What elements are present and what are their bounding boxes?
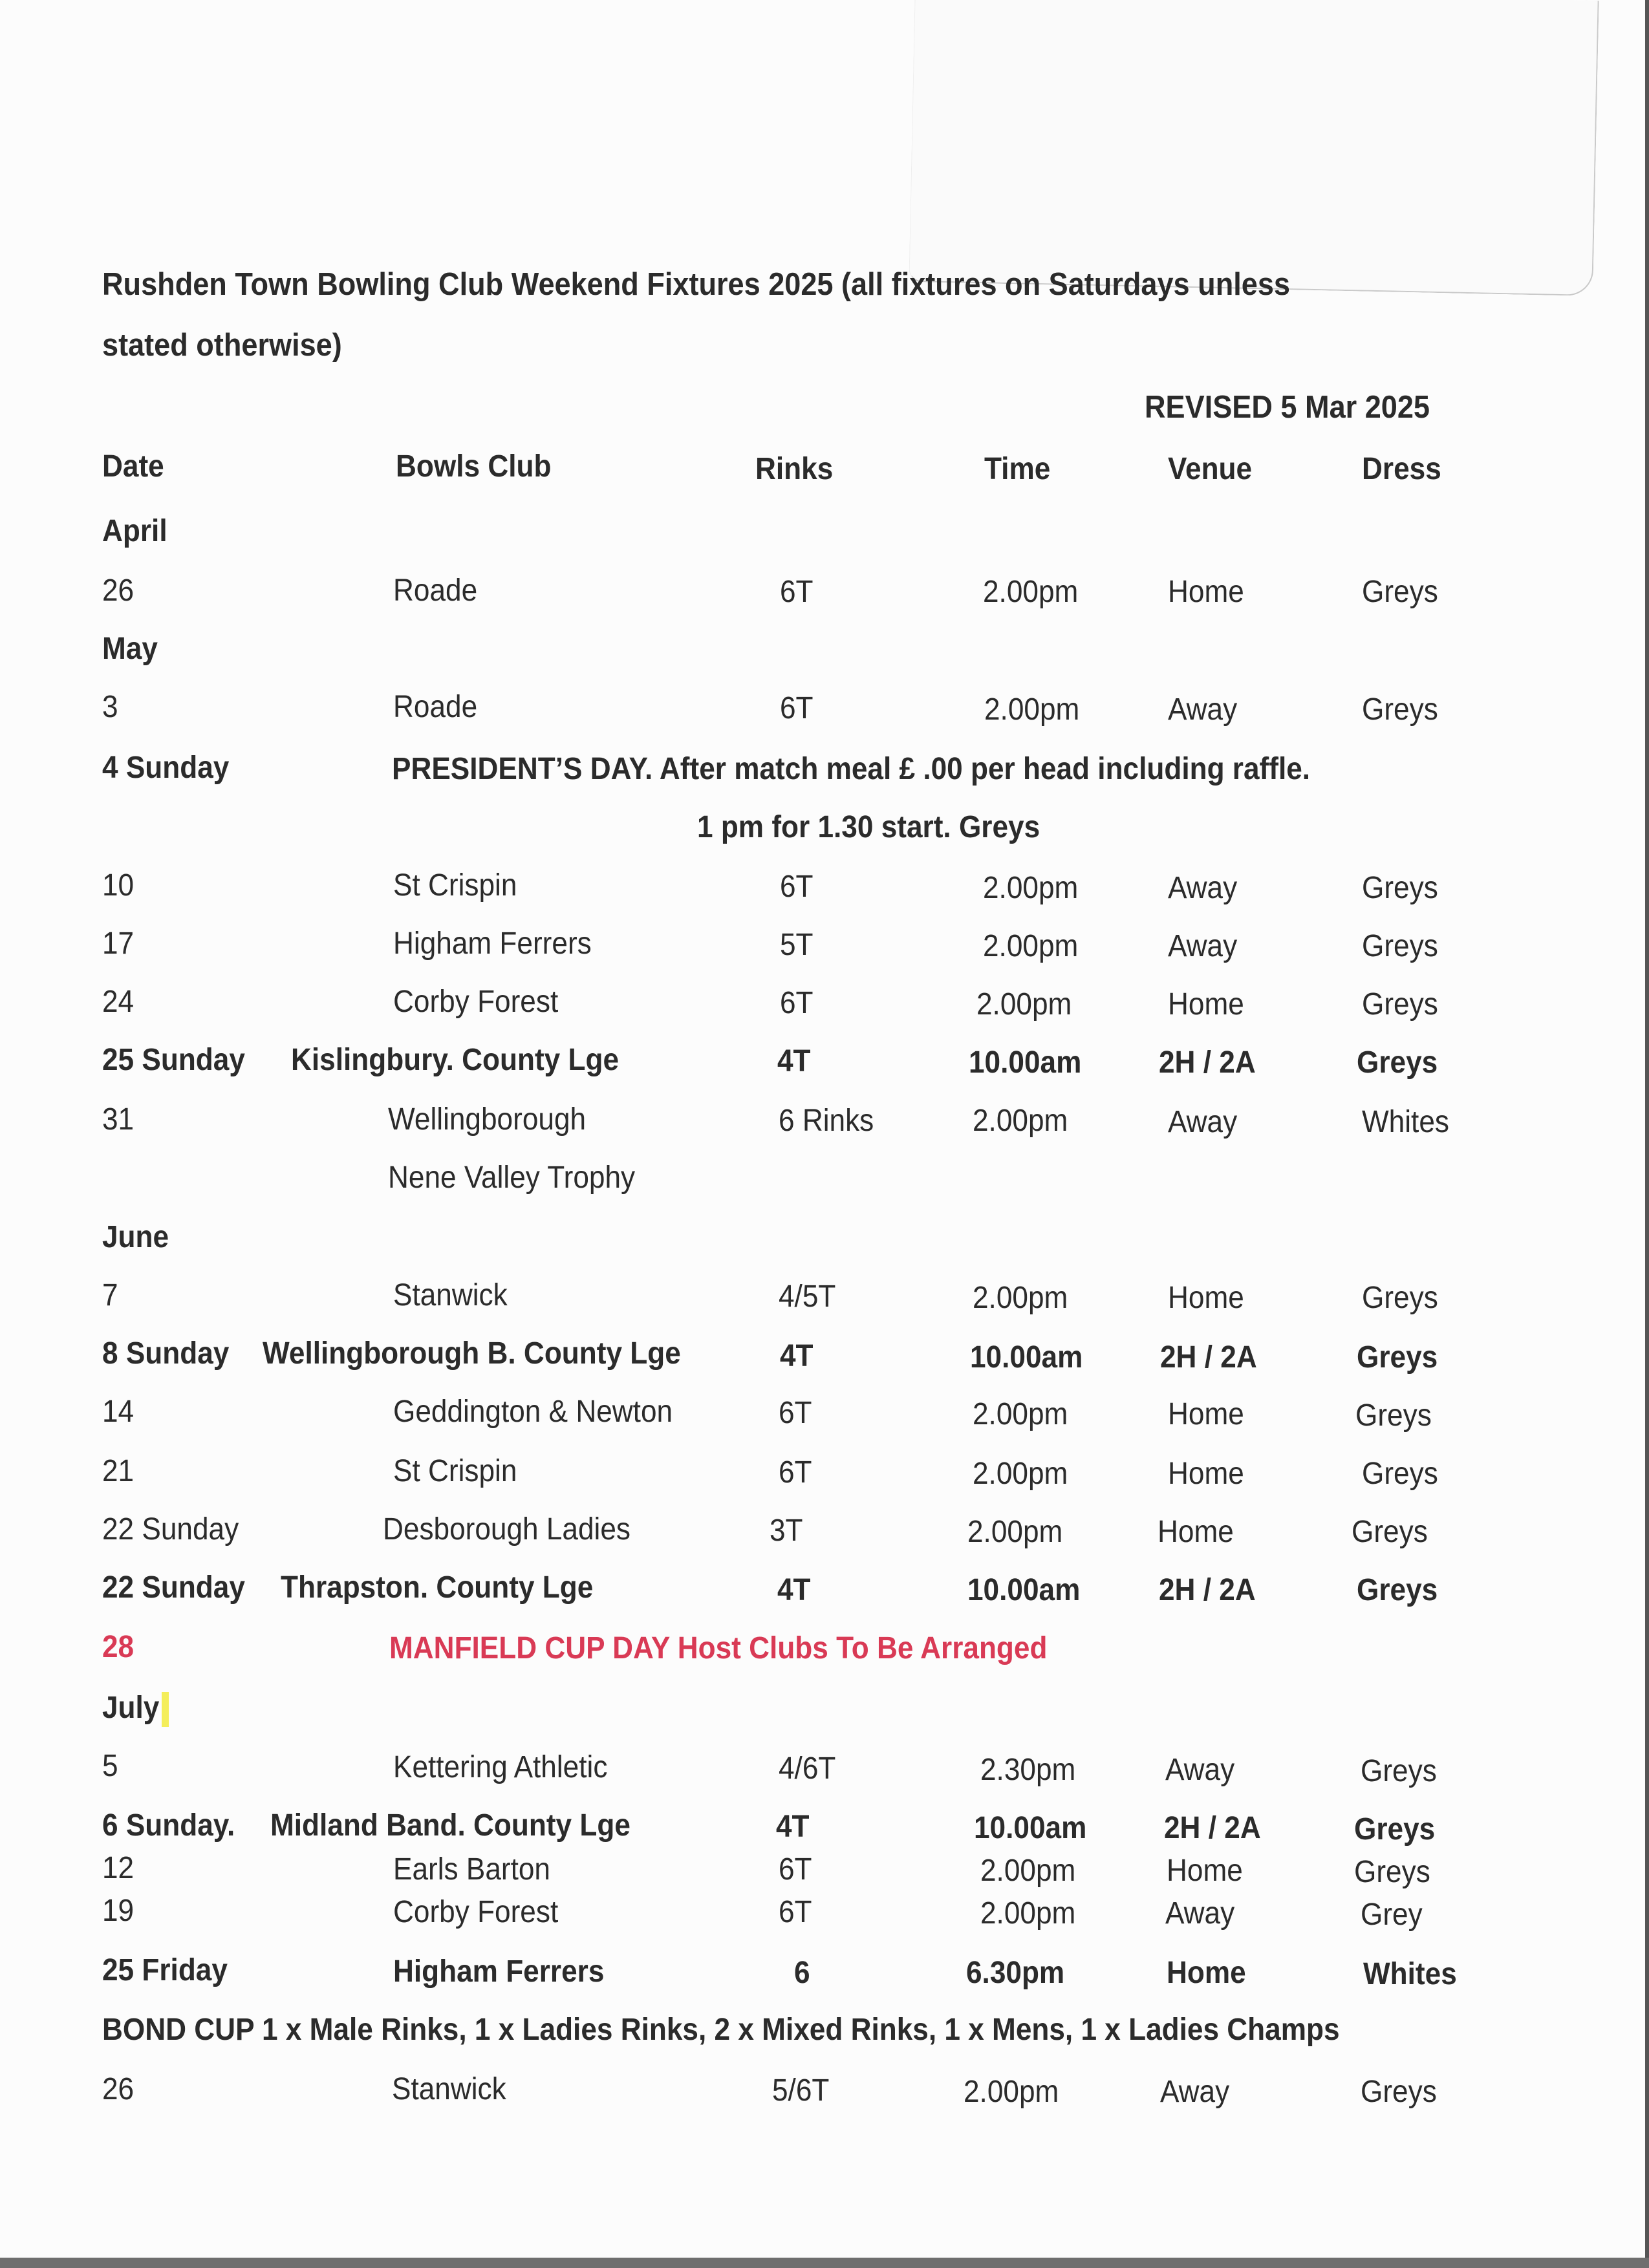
- cell-dress: Greys: [1362, 871, 1438, 905]
- cell-rinks: 3T: [770, 1514, 803, 1548]
- cell-venue: Home: [1168, 1397, 1244, 1431]
- cell-time: 2.30pm: [980, 1753, 1076, 1787]
- document-title-cont: stated otherwise): [102, 328, 342, 363]
- cell-date: 14: [102, 1395, 135, 1429]
- cell-venue: Away: [1168, 871, 1238, 905]
- cell-rinks: 6T: [779, 1852, 812, 1887]
- cell-time: 2.00pm: [973, 1457, 1068, 1491]
- yellow-highlight-mark: [162, 1692, 169, 1727]
- cell-venue: Away: [1160, 2075, 1230, 2109]
- cell-venue: 2H / 2A: [1159, 1573, 1256, 1607]
- revised-date: REVISED 5 Mar 2025: [1145, 390, 1430, 425]
- cell-venue: Home: [1167, 1854, 1243, 1888]
- cell-dress: Greys: [1362, 575, 1438, 609]
- cell-dress: Greys: [1362, 692, 1438, 727]
- cell-club: St Crispin: [393, 1454, 517, 1488]
- cell-rinks: 6T: [780, 870, 814, 904]
- scan-edge-right: [1645, 0, 1649, 2268]
- cell-club: St Crispin: [393, 868, 517, 903]
- cell-dress: Greys: [1361, 1754, 1437, 1788]
- cell-rinks: 5T: [780, 928, 814, 962]
- cell-dress: Greys: [1357, 1573, 1438, 1607]
- manfield-cup-text: MANFIELD CUP DAY Host Clubs To Be Arranged: [389, 1631, 1048, 1665]
- cell-venue: Away: [1168, 692, 1238, 727]
- cell-dress: Whites: [1363, 1957, 1457, 1991]
- cell-time: 2.00pm: [983, 929, 1079, 963]
- cell-rinks: 4/6T: [779, 1751, 836, 1786]
- cell-time: 10.00am: [970, 1340, 1083, 1375]
- presidents-day-text: PRESIDENT’S DAY. After match meal £ .00 per head including raffle.: [392, 752, 1311, 786]
- cell-club: Midland Band. County Lge: [270, 1808, 630, 1843]
- cell-date: 7: [102, 1278, 118, 1312]
- cell-rinks: 4T: [777, 1044, 811, 1078]
- cell-time: 2.00pm: [973, 1281, 1068, 1315]
- cell-rinks: 6T: [779, 1396, 812, 1430]
- cell-time: 10.00am: [974, 1811, 1087, 1845]
- cell-time: 2.00pm: [976, 987, 1072, 1022]
- cell-time: 2.00pm: [983, 575, 1079, 609]
- cell-date: 26: [102, 573, 135, 608]
- cell-time: 2.00pm: [984, 692, 1080, 727]
- cell-club: Corby Forest: [393, 985, 559, 1019]
- cell-club: Roade: [393, 573, 478, 608]
- cell-date: 8 Sunday: [102, 1336, 230, 1371]
- cell-venue: 2H / 2A: [1160, 1340, 1257, 1375]
- cell-date: 17: [102, 926, 135, 961]
- cell-club-sub: Nene Valley Trophy: [388, 1161, 636, 1195]
- cell-date: 10: [102, 868, 135, 903]
- month-april: April: [102, 514, 167, 548]
- cell-rinks: 5/6T: [772, 2073, 830, 2108]
- header-rinks: Rinks: [755, 452, 834, 486]
- cell-club: Higham Ferrers: [393, 926, 592, 961]
- header-club: Bowls Club: [396, 449, 552, 484]
- cell-date: 6 Sunday.: [102, 1808, 235, 1843]
- header-date: Date: [102, 449, 164, 484]
- cell-rinks: 4T: [776, 1810, 810, 1844]
- cell-venue: 2H / 2A: [1164, 1811, 1261, 1845]
- cell-rinks: 6 Rinks: [779, 1104, 874, 1138]
- cell-club: Stanwick: [393, 1278, 508, 1312]
- cell-time: 2.00pm: [983, 871, 1079, 905]
- month-july-label: July: [102, 1691, 160, 1725]
- cell-date: 26: [102, 2072, 135, 2106]
- cell-club: Earls Barton: [393, 1852, 550, 1887]
- cell-date: 31: [102, 1102, 135, 1137]
- cell-club: Wellingborough B. County Lge: [263, 1336, 681, 1371]
- cell-date: 25 Friday: [102, 1953, 228, 1987]
- document-title: Rushden Town Bowling Club Weekend Fixtures 2025 (all fixtures on Saturdays unless: [102, 267, 1290, 302]
- cell-club: Higham Ferrers: [393, 1954, 605, 1989]
- cell-date: 28: [102, 1630, 135, 1664]
- cell-venue: Away: [1168, 929, 1238, 963]
- header-dress: Dress: [1362, 452, 1441, 486]
- cell-time: 2.00pm: [964, 2075, 1059, 2109]
- cell-date: 5: [102, 1749, 118, 1783]
- cell-dress: Greys: [1357, 1340, 1438, 1375]
- cell-venue: Away: [1168, 1105, 1238, 1139]
- cell-date: 4 Sunday: [102, 751, 230, 785]
- cell-time: 2.00pm: [980, 1896, 1076, 1931]
- month-july: [102, 1690, 169, 1727]
- header-venue: Venue: [1168, 452, 1253, 486]
- cell-dress: Whites: [1362, 1105, 1449, 1139]
- cell-rinks: 6T: [779, 1895, 812, 1929]
- presidents-day-start: 1 pm for 1.30 start. Greys: [697, 810, 1040, 844]
- cell-club: Kislingbury. County Lge: [291, 1043, 620, 1077]
- cell-dress: Greys: [1354, 1855, 1430, 1889]
- month-june: June: [102, 1220, 169, 1254]
- cell-venue: Home: [1168, 1457, 1244, 1491]
- cell-venue: 2H / 2A: [1159, 1045, 1256, 1080]
- cell-dress: Greys: [1355, 1398, 1432, 1433]
- cell-club: Roade: [393, 690, 478, 724]
- cell-rinks: 6T: [780, 691, 814, 725]
- cell-time: 10.00am: [967, 1573, 1081, 1607]
- cell-club: Thrapston. County Lge: [281, 1570, 594, 1605]
- cell-date: 19: [102, 1894, 135, 1928]
- cell-rinks: 4T: [777, 1573, 811, 1607]
- cell-date: 25 Sunday: [102, 1043, 245, 1077]
- cell-club: Stanwick: [392, 2072, 506, 2106]
- cell-dress: Greys: [1352, 1515, 1428, 1549]
- cell-venue: Home: [1167, 1956, 1246, 1990]
- cell-dress: Greys: [1362, 929, 1438, 963]
- cell-date: 22 Sunday: [102, 1512, 239, 1546]
- cell-rinks: 6T: [779, 1455, 812, 1490]
- cell-club: Corby Forest: [393, 1895, 559, 1929]
- cell-time: 2.00pm: [973, 1104, 1068, 1138]
- cell-rinks: 6: [794, 1956, 810, 1990]
- cell-rinks: 6T: [780, 986, 814, 1020]
- cell-dress: Greys: [1362, 1457, 1438, 1491]
- cell-time: 10.00am: [969, 1045, 1082, 1080]
- cell-rinks: 4/5T: [779, 1279, 836, 1314]
- cell-date: 21: [102, 1454, 135, 1488]
- bond-cup-note: BOND CUP 1 x Male Rinks, 1 x Ladies Rinks, 2 x Mixed Rinks, 1 x Mens, 1 x Ladies Champs: [102, 2013, 1340, 2047]
- month-may: May: [102, 632, 158, 666]
- cell-dress: Greys: [1354, 1812, 1436, 1846]
- scan-edge-bottom: [0, 2258, 1649, 2268]
- cell-club: Desborough Ladies: [383, 1512, 630, 1546]
- cell-dress: Grey: [1361, 1898, 1423, 1932]
- cell-venue: Home: [1158, 1515, 1234, 1549]
- cell-club: Geddington & Newton: [393, 1395, 673, 1429]
- cell-time: 2.00pm: [973, 1397, 1068, 1431]
- header-time: Time: [984, 452, 1051, 486]
- cell-date: 22 Sunday: [102, 1570, 245, 1605]
- cell-venue: Away: [1165, 1896, 1235, 1931]
- cell-date: 3: [102, 690, 118, 724]
- cell-club: Wellingborough: [388, 1102, 587, 1137]
- cell-time: 2.00pm: [980, 1854, 1076, 1888]
- cell-rinks: 6T: [780, 575, 814, 609]
- cell-venue: Home: [1168, 1281, 1244, 1315]
- cell-club: Kettering Athletic: [393, 1750, 608, 1784]
- cell-time: 6.30pm: [966, 1956, 1065, 1990]
- cell-venue: Home: [1168, 987, 1244, 1022]
- sticky-note-overlay: [909, 0, 1599, 296]
- cell-venue: Home: [1168, 575, 1244, 609]
- cell-time: 2.00pm: [967, 1515, 1063, 1549]
- cell-rinks: 4T: [780, 1339, 814, 1373]
- cell-dress: Greys: [1361, 2075, 1437, 2109]
- cell-dress: Greys: [1357, 1045, 1438, 1080]
- cell-date: 24: [102, 985, 135, 1019]
- cell-dress: Greys: [1362, 987, 1438, 1022]
- cell-date: 12: [102, 1851, 135, 1885]
- cell-dress: Greys: [1362, 1281, 1438, 1315]
- cell-venue: Away: [1165, 1753, 1235, 1787]
